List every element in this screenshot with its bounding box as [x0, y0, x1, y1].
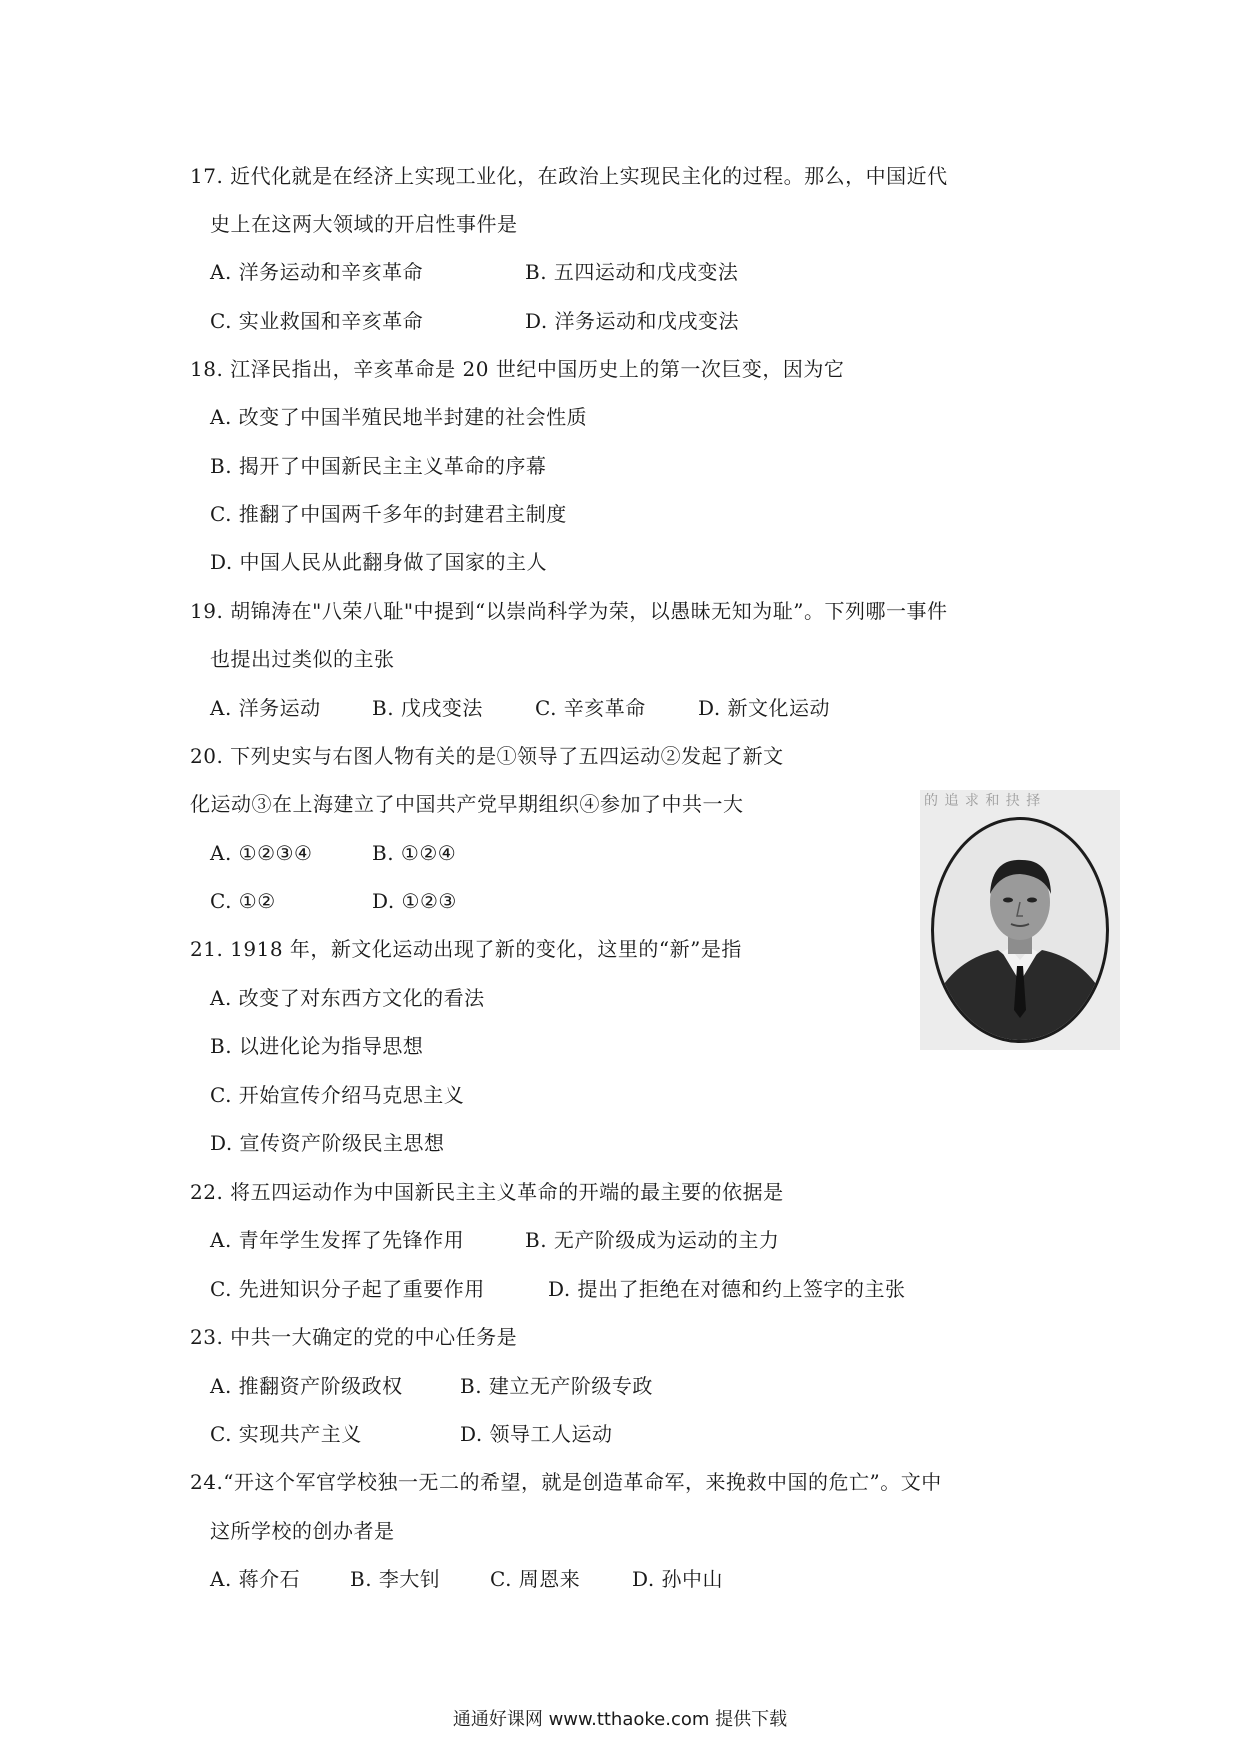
- q17-option-d: D. 洋务运动和戊戌变法: [525, 309, 740, 333]
- q17-stem: 17. 近代化就是在经济上实现工业化，在政治上实现民主化的过程。那么，中国近代: [190, 164, 948, 188]
- q20-stem: 20. 下列史实与右图人物有关的是①领导了五四运动②发起了新文: [190, 744, 784, 768]
- q24-option-d: D. 孙中山: [632, 1567, 724, 1591]
- q17-option-c: C. 实业救国和辛亥革命: [210, 309, 424, 333]
- q23-option-a: A. 推翻资产阶级政权: [210, 1374, 403, 1398]
- q24-stem-cont: 这所学校的创办者是: [210, 1519, 395, 1543]
- q21-option-c: C. 开始宣传介绍马克思主义: [210, 1083, 465, 1107]
- q19-stem: 19. 胡锦涛在"八荣八耻"中提到“以崇尚科学为荣，以愚昧无知为耻”。下列哪一事件: [190, 599, 948, 623]
- page-footer: 通通好课网 www.tthaoke.com 提供下载: [452, 1709, 788, 1730]
- q24-option-b: B. 李大钊: [350, 1567, 441, 1591]
- q23-option-b: B. 建立无产阶级专政: [460, 1374, 653, 1398]
- q19-option-d: D. 新文化运动: [698, 696, 831, 720]
- q22-option-a: A. 青年学生发挥了先锋作用: [210, 1228, 465, 1252]
- q24-stem: 24.“开这个军官学校独一无二的希望，就是创造革命军，来挽救中国的危亡”。文中: [190, 1470, 942, 1494]
- q20-option-b: B. ①②④: [372, 841, 457, 865]
- q21-option-d: D. 宣传资产阶级民主思想: [210, 1131, 445, 1155]
- q18-option-b: B. 揭开了中国新民主主义革命的序幕: [210, 454, 547, 478]
- q22-option-b: B. 无产阶级成为运动的主力: [525, 1228, 780, 1252]
- q19-option-b: B. 戊戌变法: [372, 696, 483, 720]
- portrait-image: [920, 790, 1120, 1050]
- q20-stem-cont: 化运动③在上海建立了中国共产党早期组织④参加了中共一大: [190, 792, 744, 816]
- q20-option-c: C. ①②: [210, 889, 276, 913]
- q21-stem: 21. 1918 年，新文化运动出现了新的变化，这里的“新”是指: [190, 937, 742, 961]
- q19-option-a: A. 洋务运动: [210, 696, 321, 720]
- q20-option-d: D. ①②③: [372, 889, 457, 913]
- q18-option-c: C. 推翻了中国两千多年的封建君主制度: [210, 502, 567, 526]
- q24-option-a: A. 蒋介石: [210, 1567, 301, 1591]
- q17-option-b: B. 五四运动和戊戌变法: [525, 260, 739, 284]
- q17-stem-cont: 史上在这两大领域的开启性事件是: [210, 212, 518, 236]
- q18-option-d: D. 中国人民从此翻身做了国家的主人: [210, 550, 548, 574]
- q23-stem: 23. 中共一大确定的党的中心任务是: [190, 1325, 518, 1349]
- q21-option-a: A. 改变了对东西方文化的看法: [210, 986, 485, 1010]
- q21-option-b: B. 以进化论为指导思想: [210, 1034, 424, 1058]
- q18-stem: 18. 江泽民指出，辛亥革命是 20 世纪中国历史上的第一次巨变，因为它: [190, 357, 845, 381]
- photo-caption: 的 追 求 和 抉 择: [924, 793, 1042, 809]
- q22-option-c: C. 先进知识分子起了重要作用: [210, 1277, 485, 1301]
- q20-option-a: A. ①②③④: [210, 841, 313, 865]
- q18-option-a: A. 改变了中国半殖民地半封建的社会性质: [210, 405, 588, 429]
- q17-option-a: A. 洋务运动和辛亥革命: [210, 260, 424, 284]
- q23-option-c: C. 实现共产主义: [210, 1422, 362, 1446]
- q23-option-d: D. 领导工人运动: [460, 1422, 613, 1446]
- portrait-photo: [920, 790, 1120, 1050]
- q22-option-d: D. 提出了拒绝在对德和约上签字的主张: [548, 1277, 906, 1301]
- q22-stem: 22. 将五四运动作为中国新民主主义革命的开端的最主要的依据是: [190, 1180, 784, 1204]
- q19-stem-cont: 也提出过类似的主张: [210, 647, 395, 671]
- q24-option-c: C. 周恩来: [490, 1567, 581, 1591]
- q19-option-c: C. 辛亥革命: [535, 696, 646, 720]
